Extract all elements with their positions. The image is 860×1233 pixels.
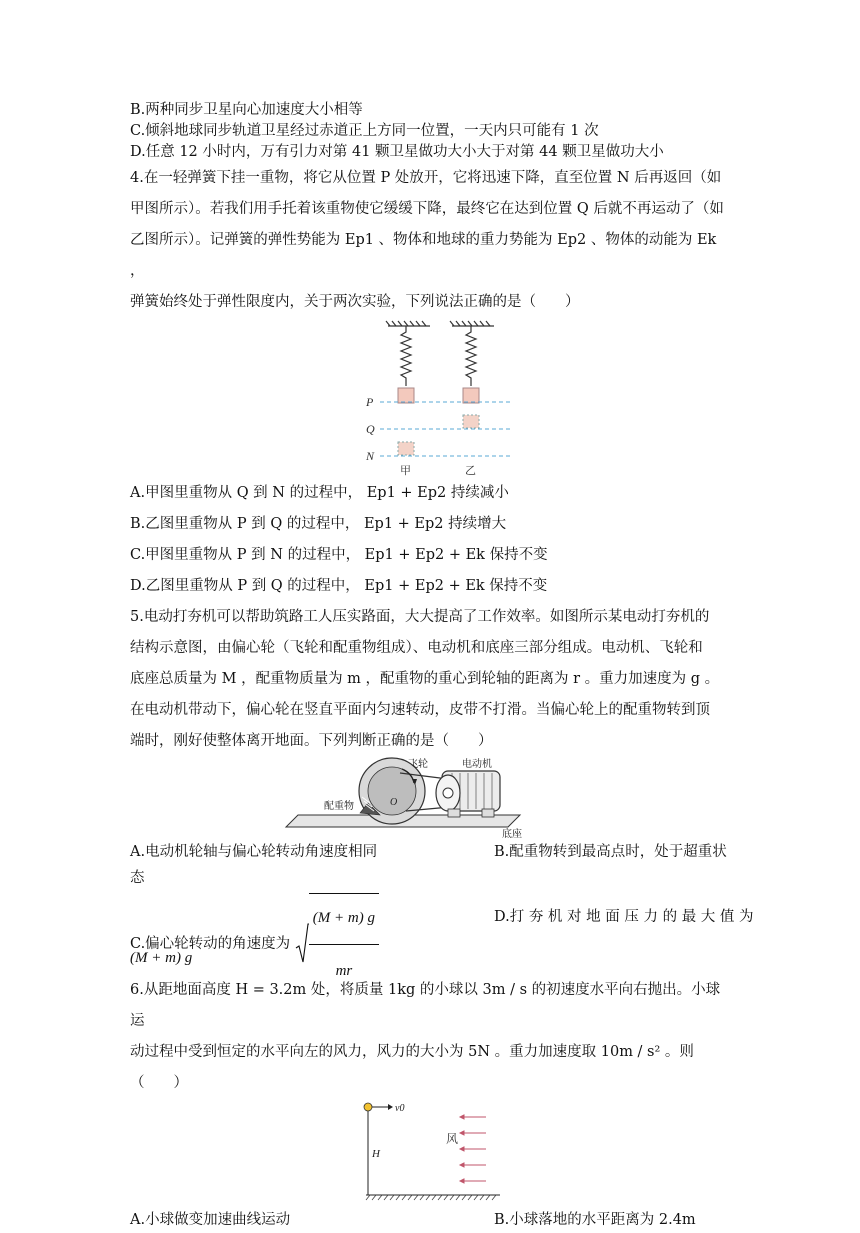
q5-stem [130, 602, 730, 757]
q4-option-b: B.乙图里重物从 P 到 Q 的过程中， Ep1 + Ep2 持续增大 [130, 516, 507, 532]
q4-stem-line2: 甲图所示）。若我们用手托着该重物使它缓缓下降，最终它在达到位置 Q 后就不再运动了（如 [130, 201, 724, 217]
jia-mass-at-p [398, 388, 414, 403]
q5-stem-line1: 5.电动打夯机可以帮助筑路工人压实路面，大大提高了工作效率。如图所示某电动打夯机的 [130, 609, 710, 625]
label-p: P [366, 395, 374, 409]
q4-stem [130, 163, 730, 318]
q3-option-c: C.倾斜地球同步轨道卫星经过赤道正上方同一位置，一天内只可能有 1 次 [130, 123, 599, 139]
q6-option-b: B.小球落地的水平距离为 2.4m [494, 1212, 696, 1228]
label-yi: 乙 [465, 464, 476, 477]
q5-stem-line3: 底座总质量为 M ，配重物质量为 m ，配重物的重心到轮轴的距离为 r 。重力加速度为 g 。 [130, 671, 720, 687]
label-q: Q [366, 422, 375, 436]
q5-option-a-continued: 态 [130, 870, 145, 886]
q6-stem [130, 975, 730, 1099]
q4-option-d: D.乙图里重物从 P 到 Q 的过程中， Ep1 + Ep2 + Ek 保持不变 [130, 578, 548, 594]
q5-options-row1 [130, 839, 730, 865]
q4-stem-line1: 4.在一轻弹簧下挂一重物，将它从位置 P 处放开，它将迅速下降，直至位置 N 后再返回（如 [130, 170, 722, 186]
q4-option-a: A.甲图里重物从 Q 到 N 的过程中， Ep1 + Ep2 持续减小 [130, 485, 509, 501]
q5-options-row2 [130, 893, 754, 979]
q5-c-numerator: (M + m) g [309, 894, 379, 945]
q5-stem-line5: 端时，刚好使整体离开地面。下列判断正确的是（ ） [130, 733, 493, 749]
q5-option-d-continued: (M + m) g [130, 950, 193, 966]
q6-option-a: A.小球做变加速曲线运动 [130, 1212, 291, 1228]
label-axis: O [390, 797, 398, 808]
label-n: N [366, 449, 375, 463]
label-jia: 甲 [400, 464, 411, 477]
q6-stem-line2: 动过程中受到恒定的水平向左的风力，风力的大小为 5N 。重力加速度取 10m / s² 。则（ ） [130, 1044, 694, 1091]
label-flywheel: 飞轮 [408, 759, 428, 770]
q4-stem-line4: 弹簧始终处于弹性限度内，关于两次实验，下列说法正确的是（ ） [130, 294, 580, 310]
q5-tamper-figure [130, 757, 730, 839]
q5-option-c-text: C.偏心轮转动的角速度为 [130, 936, 291, 952]
q5-stem-line4: 在电动机带动下，偏心轮在竖直平面内匀速转动，皮带不打滑。当偏心轮上的配重物转到顶 [130, 702, 710, 718]
q5-option-b: B.配重物转到最高点时，处于超重状 [494, 844, 727, 860]
q5-c-denominator: mr [335, 963, 353, 979]
label-v0: v0 [395, 1103, 405, 1114]
q5-option-d: D.打 夯 机 对 地 面 压 力 的 最 大 值 为 [494, 909, 754, 925]
q5-option-a: A.电动机轮轴与偏心轮转动角速度相同 [130, 844, 378, 860]
label-counterweight: 配重物 [324, 801, 354, 812]
label-motor: 电动机 [462, 759, 492, 770]
exam-page [130, 100, 754, 1233]
yi-mass-at-q [463, 415, 479, 428]
label-wind: 风 [446, 1132, 459, 1146]
q4-spring-figure [130, 318, 730, 478]
q4-option-c: C.甲图里重物从 P 到 N 的过程中， Ep1 + Ep2 + Ek 保持不变 [130, 547, 548, 563]
q6-projectile-figure [130, 1099, 730, 1207]
q6-options-row1 [130, 1207, 730, 1233]
label-base: 底座 [502, 829, 522, 839]
q3-option-b: B.两种同步卫星向心加速度大小相等 [130, 102, 363, 118]
jia-mass-at-n [398, 442, 414, 455]
label-h: H [372, 1148, 380, 1160]
q5-stem-line2: 结构示意图，由偏心轮（飞轮和配重物组成）、电动机和底座三部分组成。电动机、飞轮和 [130, 640, 703, 656]
yi-mass-at-p [463, 388, 479, 403]
ball [364, 1103, 372, 1111]
q4-stem-line3: 乙图所示）。记弹簧的弹性势能为 Ep1 、物体和地球的重力势能为 Ep2 、物体的动能为 Ek ， [130, 232, 717, 279]
q6-stem-line1: 6.从距地面高度 H = 3.2m 处，将质量 1kg 的小球以 3m / s 的初速度水平向右抛出。小球运 [130, 982, 721, 1029]
q3-option-d: D.任意 12 小时内，万有引力对第 41 颗卫星做功大小大于对第 44 颗卫星做功大小 [130, 144, 664, 160]
